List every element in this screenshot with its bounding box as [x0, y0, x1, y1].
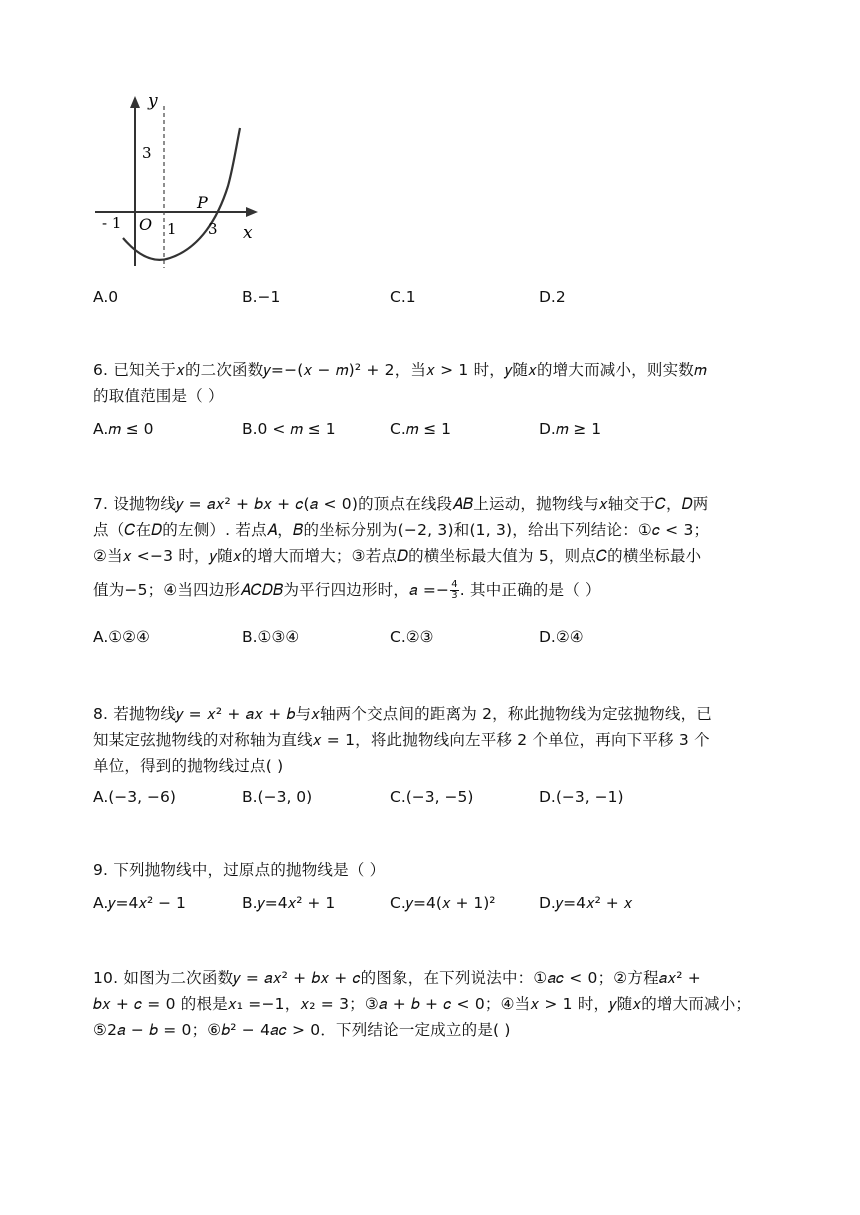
q9-stem-line1: 9. 下列抛物线中，过原点的抛物线是（ ） — [93, 861, 386, 879]
q6-option-d: D.𝑚 ≥ 1 — [539, 420, 602, 438]
q5-option-d: D.2 — [539, 288, 566, 306]
q7-fraction-den: 3 — [451, 590, 458, 601]
q8-option-b: B.(−3, 0) — [242, 788, 313, 806]
q8-stem-line3: 单位，得到的抛物线过点( ) — [93, 757, 284, 775]
q7-fraction-num: 4 — [451, 579, 458, 590]
q8-option-d: D.(−3, −1) — [539, 788, 624, 806]
q9-option-a: A.𝑦=4𝑥² − 1 — [93, 894, 186, 912]
y-axis-arrow — [130, 96, 140, 108]
tick-label-3-x: 3 — [208, 220, 218, 238]
x-axis-label: x — [243, 223, 253, 243]
tick-label-3-y: 3 — [142, 144, 152, 162]
q8-stem-line2: 知某定弦抛物线的对称轴为直线𝑥 = 1，将此抛物线向左平移 2 个单位，再向下平移 3 个 — [93, 731, 710, 749]
tick-label-neg1: - 1 — [102, 214, 122, 232]
q10-stem-line2: 𝑏𝑥 + 𝑐 = 0 的根是𝑥₁ =−1，𝑥₂ = 3；③𝑎 + 𝑏 + 𝑐 < 0；④当𝑥 > 1 时，𝑦随𝑥的增大而减小； — [93, 995, 752, 1013]
q7-option-c: C.②③ — [390, 628, 434, 646]
point-p-label: P — [197, 193, 208, 212]
y-axis-label: y — [148, 91, 158, 111]
q7-option-b: B.①③④ — [242, 628, 300, 646]
q7-fraction — [450, 580, 459, 601]
q6-stem-line1: 6. 已知关于𝑥的二次函数𝑦=−(𝑥 − 𝑚)² + 2，当𝑥 > 1 时，𝑦随𝑥的增大而减小，则实数𝑚 — [93, 361, 707, 379]
q8-option-c: C.(−3, −5) — [390, 788, 474, 806]
q7-option-d: D.②④ — [539, 628, 584, 646]
tick-label-1: 1 — [167, 220, 177, 238]
q5-option-c: C.1 — [390, 288, 416, 306]
q5-option-a: A.0 — [93, 288, 119, 306]
q10-stem-line3: ⑤2𝑎 − 𝑏 = 0；⑥𝑏² − 4𝑎𝑐 > 0．下列结论一定成立的是( ) — [93, 1021, 511, 1039]
parabola-figure — [90, 88, 270, 278]
q6-option-a: A.𝑚 ≤ 0 — [93, 420, 154, 438]
q5-option-b: B.−1 — [242, 288, 281, 306]
q9-option-c: C.𝑦=4(𝑥 + 1)² — [390, 894, 496, 912]
q6-option-c: C.𝑚 ≤ 1 — [390, 420, 452, 438]
x-axis-arrow — [246, 207, 258, 217]
q7-stem-line1: 7. 设抛物线𝑦 = 𝑎𝑥² + 𝑏𝑥 + 𝑐(𝑎 < 0)的顶点在线段𝐴𝐵上运动，抛物线与𝑥轴交于𝐶，𝐷两 — [93, 495, 709, 513]
parabola-curve — [123, 128, 240, 260]
q7-option-a: A.①②④ — [93, 628, 150, 646]
q6-option-b: B.0 < 𝑚 ≤ 1 — [242, 420, 336, 438]
q7-stem-line3: ②当𝑥 <−3 时，𝑦随𝑥的增大而增大；③若点𝐷的横坐标最大值为 5，则点𝐶的横坐标最小 — [93, 547, 702, 565]
q6-stem-line2: 的取值范围是（ ） — [93, 387, 224, 405]
q7-stem-line2: 点（𝐶在𝐷的左侧）. 若点𝐴，𝐵的坐标分别为(−2, 3)和(1, 3)，给出下列结论：①𝑐 < 3； — [93, 521, 710, 539]
origin-label: O — [139, 215, 153, 234]
q7-stem-line4 — [93, 578, 601, 601]
q8-stem-line1: 8. 若抛物线𝑦 = 𝑥² + 𝑎𝑥 + 𝑏与𝑥轴两个交点间的距离为 2，称此抛物线为定弦抛物线，已 — [93, 705, 712, 723]
q9-option-b: B.𝑦=4𝑥² + 1 — [242, 894, 336, 912]
q9-option-d: D.𝑦=4𝑥² + 𝑥 — [539, 894, 633, 912]
q10-stem-line1: 10. 如图为二次函数𝑦 = 𝑎𝑥² + 𝑏𝑥 + 𝑐的图象，在下列说法中：①𝑎𝑐 < 0；②方程𝑎𝑥² + — [93, 969, 701, 987]
q7-line4-tail: . 其中正确的是（ ） — [459, 581, 601, 599]
q8-option-a: A.(−3, −6) — [93, 788, 176, 806]
q7-line4-text: 值为−5；④当四边形𝐴𝐶𝐷𝐵为平行四边形时，𝑎 =− — [93, 581, 450, 599]
